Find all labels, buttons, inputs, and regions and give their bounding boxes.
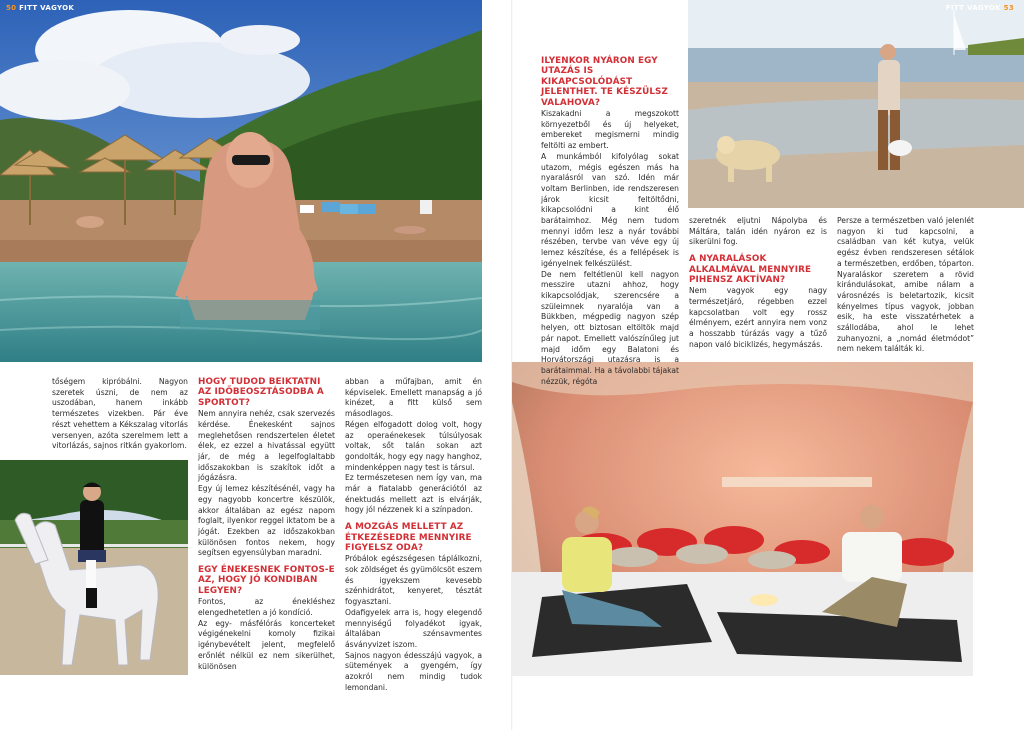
paragraph: A munkámból kifolyólag sokat utazom, mégis egészen más ha nyaralásról van szó. Idén már voltam Berlinben, ide rendszeresen járok kicsit feltöltődni, kikapcsolódni a kint élő barátaimhoz. Még nem tudom mennyi időm lesz a nyár további részében, tervbe van véve egy új lemez készítése, és a fellépések is igényelnek felkészülést. <box>541 151 679 268</box>
salt-cave-yoga-photo <box>512 362 973 676</box>
paragraph: abban a műfajban, amit én képviselek. Emellett manapság a jó kinézet, a fitt külső sem másodlagos. <box>345 377 482 419</box>
paragraph: Kiszakadni a megszokott környezetből és új helyeket, embereket megismerni mindig feltölti az embert. <box>541 109 679 151</box>
dog-beach-photo <box>688 0 1024 208</box>
question-heading: A NYARALÁSOK ALKALMÁVAL MENNYIRE PIHENSZ AKTÍVAN? <box>689 254 812 285</box>
paragraph: Egy új lemez készítésénél, vagy ha egy nagyobb koncertre készülök, akkor általában az egész napom foglalt, ilyenkor reggel iktatom be a jógát. Ezekben az időszakokban különösen fontos nekem, hogy segítsen egyensúlyban maradni. <box>198 484 335 558</box>
horse-photo-illustration <box>0 460 188 675</box>
dog-beach-photo-illustration <box>688 0 1024 208</box>
page-number-left: 50 <box>6 4 17 12</box>
article-col-mid1 <box>198 377 335 672</box>
paragraph: tőségem kipróbálni. Nagyon szeretek úszni, de nem az uszodában, hanem inkább természetes vizekben. Pár éve részt vehettem a Kékszalag vitorlás versenyen, azóta szerelmem lett a vitorlázás, sajnos ritkán gyakorlom. <box>52 377 188 451</box>
article-col-left-bottom <box>52 377 188 452</box>
question-heading: A MOZGÁS MELLETT AZ ÉTKEZÉSEDRE MENNYIRE FIGYELSZ ODA? <box>345 522 472 553</box>
article-col-right1 <box>541 56 679 387</box>
article-col-mid2 <box>345 377 482 694</box>
paragraph: Nem annyira nehéz, csak szervezés kérdése. Énekesként sajnos meglehetősen rendszertelen életet élek, ez ezzel a hivatással együtt jár, de még a legelfoglaltabb időszakokban is szakítok időt a jógázásra. <box>198 409 335 483</box>
paragraph: Fontos, az énekléshez elengedhetetlen a jó kondíció. <box>198 597 335 617</box>
paragraph: Az egy- másfélórás koncerteket végigénekelni komoly fizikai igénybevételt jelent, megfelelő erőnlét nélkül ez nem sikerülhet, különösen <box>198 618 335 671</box>
paragraph: Sajnos nagyon édesszájú vagyok, a sütemények a gyengém, így azokról nem mindig tudok lemondani. <box>345 650 482 692</box>
paragraph: Ez természetesen nem így van, ma már a fiatalabb generációtól az énektudás mellett azt is elvárják, hogy jól nézzenek ki a színpadon. <box>345 473 482 515</box>
paragraph: Próbálok egészségesen táplálkozni, sok zöldséget és gyümölcsöt eszem és igyekszem kevesebb szénhidrátot, kenyeret, tésztát fogyasztani. <box>345 554 482 607</box>
page-number-right: 53 <box>1003 4 1014 12</box>
salt-cave-yoga-illustration <box>512 362 973 676</box>
folio-right <box>946 0 1014 16</box>
paragraph: Régen elfogadott dolog volt, hogy az operaénekesek túlsúlyosak voltak, sőt talán sokan azt gondolták, hogy egy nagy hanghoz, mindenképpen nagy test is társul. <box>345 419 482 472</box>
beach-photo-illustration <box>0 0 482 362</box>
paragraph: Nem vagyok egy nagy természetjáró, régebben ezzel kapcsolatban volt egy rossz élményem, ezért annyira nem vonz a hosszabb túrázás vagy a tűző napon való biciklizés, hegymászás. <box>689 286 827 349</box>
section-name-left: FITT VAGYOK <box>19 4 75 12</box>
horse-photo <box>0 460 188 675</box>
paragraph: De nem feltétlenül kell nagyon messzire utazni ahhoz, hogy kikapcsolódjak, szerencsére a szüleimnek nyaralója van a Bükkben, mégpedig nagyon szép helyen, ott biztosan eltöltök majd pár napot. Emellett valószínűleg jut majd időm egy Balatoni és Horvátországi utazásra is a barátaimmal. Ha a távolabbi tájakat nézzük, régóta <box>541 269 679 386</box>
paragraph: Odafigyelek arra is, hogy elegendő mennyiségű folyadékot igyak, általában szénsavmentes ásványvizet iszom. <box>345 607 482 649</box>
beach-photo <box>0 0 482 362</box>
question-heading: ILYENKOR NYÁRON EGY UTAZÁS IS KIKAPCSOLÓDÁST JELENTHET. TE KÉSZÜLSZ VALAHOVA? <box>541 56 668 108</box>
paragraph: szeretnék eljutni Nápolyba és Máltára, talán idén nyáron ez is sikerülni fog. <box>689 216 827 247</box>
article-col-right2 <box>689 216 827 351</box>
article-col-right3 <box>837 216 974 355</box>
paragraph: Persze a természetben való jelenlét nagyon ki tud kapcsolni, a családban van két kutya, velük egész évben rendszeresen sétálok a természetben, erdőben, tóparton. Nyaraláskor szeretem a rövid kirándulásokat, amibe nálam a városnézés is beletartozik, kicsit kényelmes típus vagyok, jobban esik, ha este visszatérhetek a szállodába, ahol le lehet zuhanyozni, a „nomád életmódot” nem nekem találták ki. <box>837 216 974 354</box>
question-heading: EGY ÉNEKESNEK FONTOS-E AZ, HOGY JÓ KONDIBAN LEGYEN? <box>198 565 335 596</box>
question-heading: HOGY TUDOD BEIKTATNI AZ IDŐBEOSZTÁSODBA A SPORTOT? <box>198 377 324 408</box>
section-name-right: FITT VAGYOK <box>945 4 1001 12</box>
folio-left <box>6 0 74 16</box>
